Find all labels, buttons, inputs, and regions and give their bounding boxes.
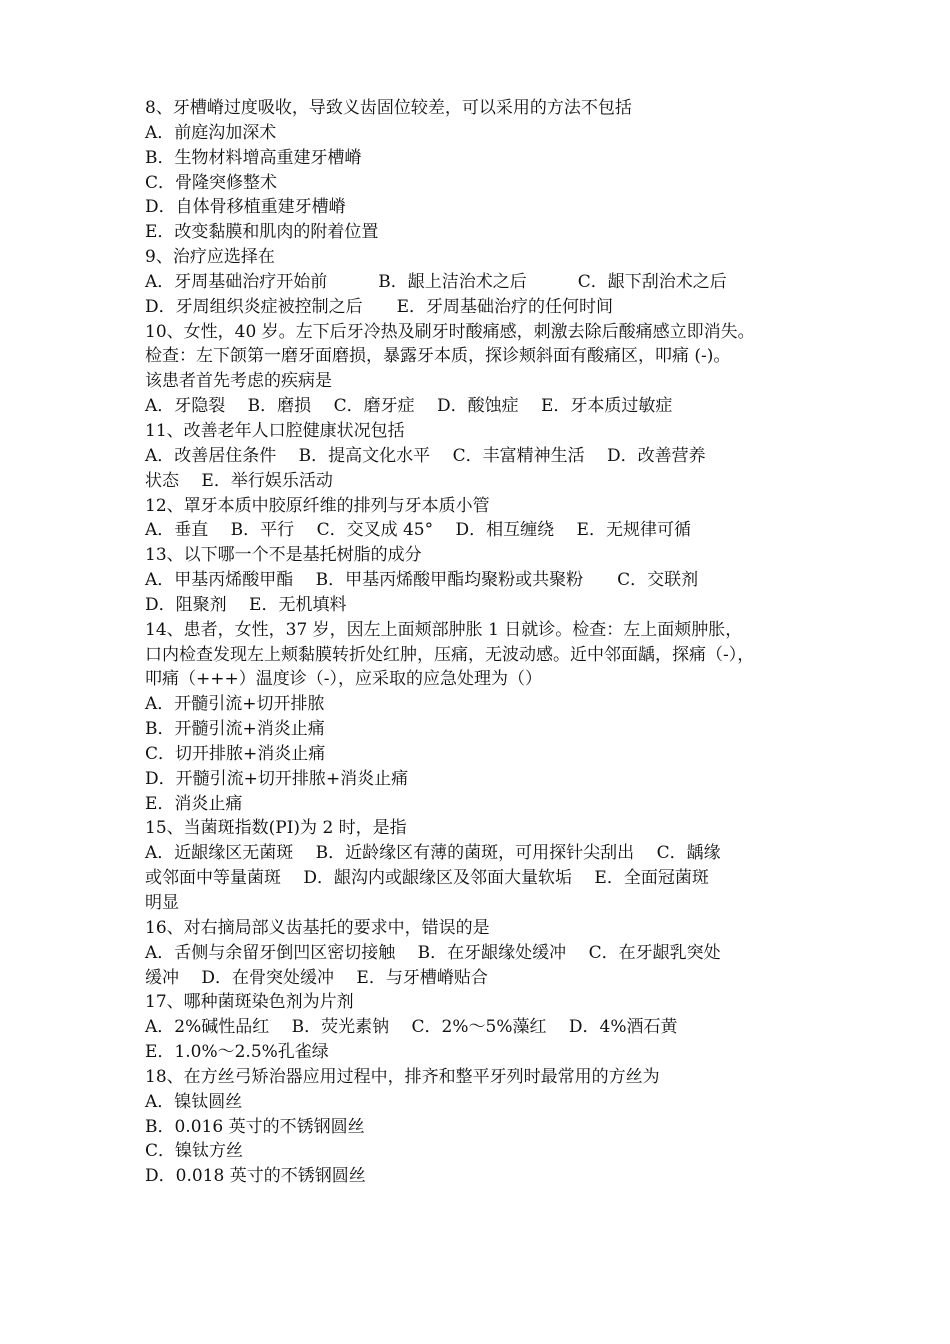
question-9-stem: 9、治疗应选择在 [145,247,275,268]
question-18-stem: 18、在方丝弓矫治器应用过程中，排齐和整平牙列时最常用的方丝为 [145,1066,660,1087]
question-11-options-line-2: 状态 E．举行娱乐活动 [145,470,333,491]
question-14-option-c: C．切开排脓+消炎止痛 [145,743,326,764]
question-10-stem-line-3: 该患者首先考虑的疾病是 [145,371,332,392]
question-14-option-b: B．开髓引流+消炎止痛 [145,719,325,740]
question-8-option-e: E．改变黏膜和肌肉的附着位置 [145,222,379,243]
question-14-stem-line-2: 口内检查发现左上颊黏膜转折处红肿，压痛，无波动感。近中邻面龋，探痛（-）， [145,644,755,665]
question-18-option-b: B．0.016 英寸的不锈钢圆丝 [145,1116,365,1137]
question-17-options-line-1: A．2%碱性品红 B．荧光素钠 C．2%～5%藻红 D．4%酒石黄 [145,1017,678,1038]
question-14-stem-line-3: 叩痛（+++）温度诊（-），应采取的应急处理为（） [145,669,542,690]
question-14-option-e: E．消炎止痛 [145,793,243,814]
question-11-stem: 11、改善老年人口腔健康状况包括 [145,420,405,441]
question-18-option-a: A．镍钛圆丝 [145,1091,243,1112]
question-12-stem: 12、罩牙本质中胶原纤维的排列与牙本质小管 [145,495,490,516]
question-8-option-d: D．自体骨移植重建牙槽嵴 [145,197,346,218]
question-10-options: A．牙隐裂 B．磨损 C．磨牙症 D．酸蚀症 E．牙本质过敏症 [145,396,673,417]
question-14-option-d: D．开髓引流+切开排脓+消炎止痛 [145,768,409,789]
question-15-options-line-1: A．近龈缘区无菌斑 B．近龄缘区有薄的菌斑，可用探针尖刮出 C．龋缘 [145,843,721,864]
question-13-options-line-2: D．阻聚剂 E．无机填料 [145,594,347,615]
question-14-option-a: A．开髓引流+切开排脓 [145,694,325,715]
question-12-options: A．垂直 B．平行 C．交叉成 45° D．相互缠绕 E．无规律可循 [145,520,691,541]
question-8-option-b: B．生物材料增高重建牙槽嵴 [145,147,362,168]
question-15-stem: 15、当菌斑指数(PI)为 2 时，是指 [145,818,407,839]
question-16-options-line-2: 缓冲 D．在骨突处缓冲 E．与牙槽嵴贴合 [145,967,488,988]
question-9-options-line-2: D．牙周组织炎症被控制之后 E．牙周基础治疗的任何时间 [145,296,614,317]
document-page [145,96,815,1189]
question-17-stem: 17、哪种菌斑染色剂为片剂 [145,992,354,1013]
question-8-stem: 8、牙槽嵴过度吸收，导致义齿固位较差，可以采用的方法不包括 [145,98,632,118]
question-14-stem-line-1: 14、患者，女性，37 岁，因左上面颊部肿胀 1 日就诊。检查：左上面颊肿胀， [145,619,743,640]
question-8-option-c: C．骨隆突修整术 [145,172,278,193]
question-13-options-line-1: A．甲基丙烯酸甲酯 B．甲基丙烯酸甲酯均聚粉或共聚粉 C．交联剂 [145,570,699,591]
question-13-stem: 13、以下哪一个不是基托树脂的成分 [145,545,422,566]
question-18-option-c: C．镍钛方丝 [145,1141,244,1162]
question-16-options-line-1: A．舌侧与余留牙倒凹区密切接触 B．在牙龈缘处缓冲 C．在牙龈乳突处 [145,942,721,963]
question-18-option-d: D．0.018 英寸的不锈钢圆丝 [145,1166,366,1187]
question-10-stem-line-1: 10、女性，40 岁。左下后牙冷热及刷牙时酸痛感，刺激去除后酸痛感立即消失。 [145,321,755,342]
question-9-options-line-1: A．牙周基础治疗开始前 B．龈上洁治术之后 C．龈下刮治术之后 [145,271,727,292]
question-16-stem: 16、对右摘局部义齿基托的要求中，错误的是 [145,917,490,938]
question-11-options-line-1: A．改善居住条件 B．提高文化水平 C．丰富精神生活 D．改善营养 [145,445,706,466]
question-10-stem-line-2: 检查：左下颌第一磨牙面磨损，暴露牙本质，探诊颊斜面有酸痛区，叩痛 (-)。 [145,346,731,367]
question-15-options-line-3: 明显 [145,893,179,913]
question-15-options-line-2: 或邻面中等量菌斑 D．龈沟内或龈缘区及邻面大量软垢 E．全面冠菌斑 [145,868,709,889]
question-8-option-a: A．前庭沟加深术 [145,122,277,143]
question-17-options-line-2: E．1.0%～2.5%孔雀绿 [145,1042,329,1063]
